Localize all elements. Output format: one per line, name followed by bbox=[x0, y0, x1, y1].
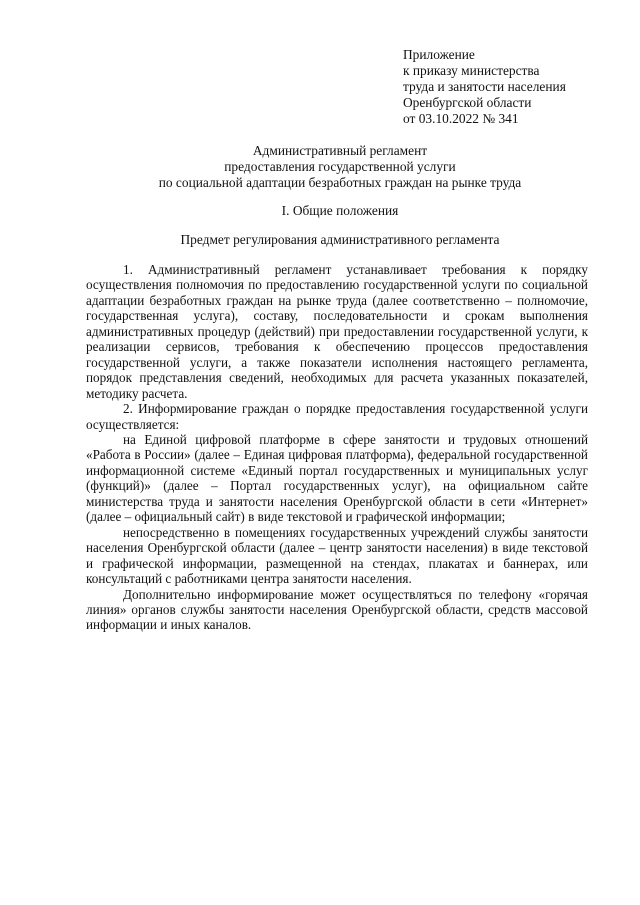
title-line: Административный регламент bbox=[252, 143, 428, 158]
paragraph: непосредственно в помещениях государственных учреждений службы занятости населения Оренбургской области (далее – центр занятости населения) в виде текстовой и графической информации, размещенной на стендах, плакатах и баннерах, или консультаций с работниками центра занятости населения. bbox=[86, 524, 588, 587]
title-line: по социальной адаптации безработных граждан на рынке труда bbox=[158, 174, 522, 190]
section-subheading: Предмет регулирования административного регламента bbox=[180, 232, 500, 247]
appendix-line: к приказу министерства bbox=[403, 63, 540, 79]
appendix-line: труда и занятости населения bbox=[403, 79, 566, 95]
paragraph: 1. Административный регламент устанавливает требования к порядку осуществления полномочия по предоставлению государственной услуги по социальной адаптации безработных граждан на рынке труда (далее соответственно – полномочие, государственная услуга), составу, последовательности и срокам выполнения административных процедур (действий) при предоставлении государственной услуги, к реализации сервисов, требования к обеспечению процессов предоставления государственной услуги, а также показатели исполнения настоящего регламента, порядок представления сведений, необходимых для расчета указанных показателей, методику расчета. bbox=[86, 262, 588, 401]
document-title bbox=[60, 143, 620, 190]
title-line: предоставления государственной услуги bbox=[224, 158, 456, 174]
appendix-line: Приложение bbox=[403, 47, 475, 62]
section-heading: I. Общие положения bbox=[281, 203, 399, 218]
appendix-line: Оренбургской области bbox=[403, 95, 532, 111]
appendix-line: от 03.10.2022 № 341 bbox=[403, 111, 519, 127]
paragraph: Дополнительно информирование может осуществляться по телефону «горячая линия» органов службы занятости населения Оренбургской области, средств массовой информации и иных каналов. bbox=[86, 586, 588, 633]
paragraph: 2. Информирование граждан о порядке предоставления государственной услуги осуществляется: bbox=[86, 401, 588, 432]
document-body bbox=[86, 262, 588, 633]
paragraph: на Единой цифровой платформе в сфере занятости и трудовых отношений «Работа в России» (далее – Единая цифровая платформа), федеральной государственной информационной системе «Единый портал государственных и муниципальных услуг (функций)» (далее – Портал государственных услуг), на официальном сайте министерства труда и занятости населения Оренбургской области в сети «Интернет» (далее – официальный сайт) в виде текстовой и графической информации; bbox=[86, 431, 588, 525]
appendix-block bbox=[403, 47, 623, 127]
